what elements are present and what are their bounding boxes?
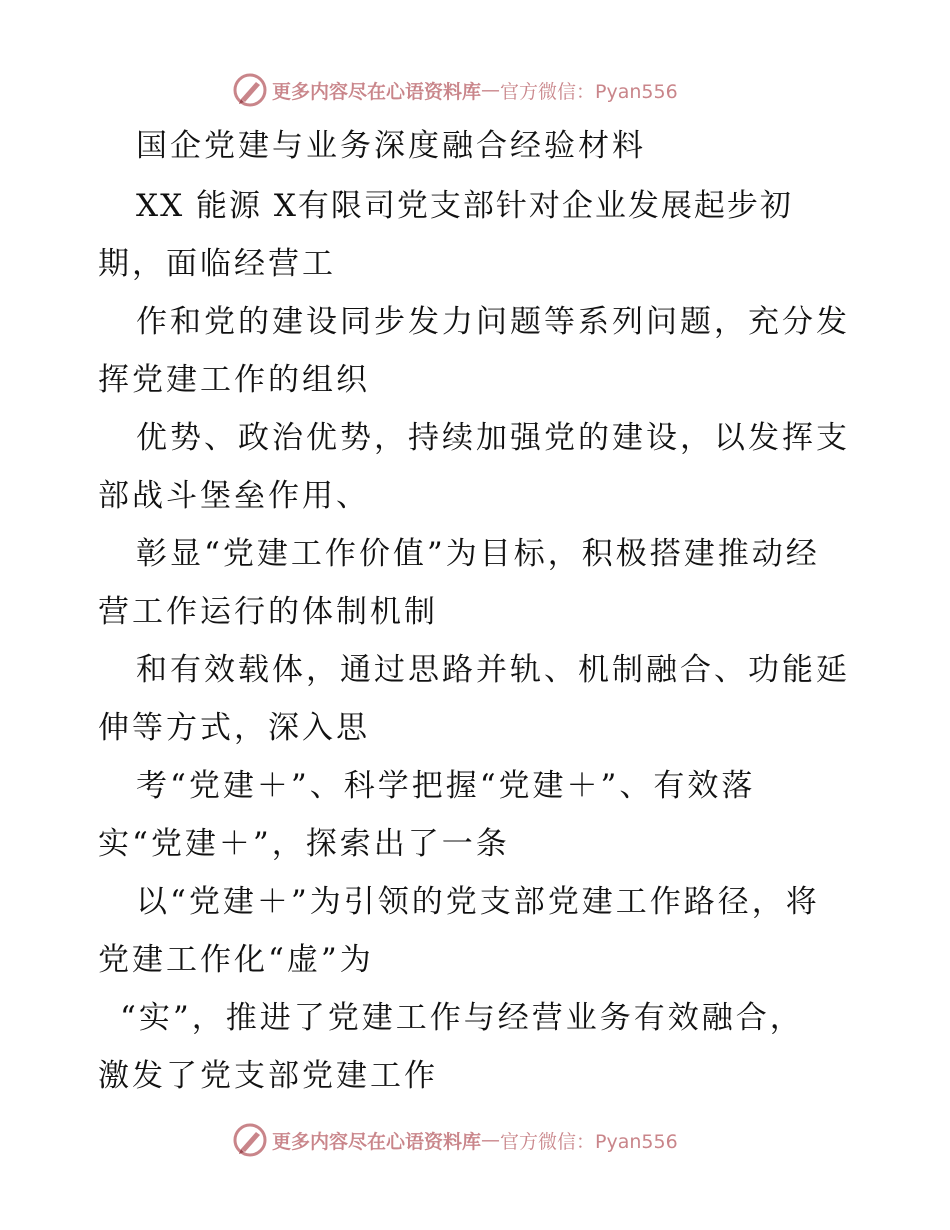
watermark-separator: — (481, 1129, 501, 1151)
paragraph-line: “实”，推进了党建工作与经营业务有效融合， (120, 1000, 804, 1036)
header-watermark-banner (232, 70, 678, 110)
paragraph-line: 实“党建＋”，探索出了一条 (98, 826, 510, 862)
paragraph-line: 以“党建＋”为引领的党支部党建工作路径，将 (136, 884, 820, 920)
paragraph-line: 营工作运行的体制机制 (98, 594, 438, 630)
paragraph-line: 和有效载体，通过思路并轨、机制融合、功能延 (136, 652, 850, 688)
paragraph-line: 挥党建工作的组织 (98, 362, 370, 398)
watermark-contact-text: 官方微信：Pyan556 (500, 80, 678, 103)
watermark-brand-text: 更多内容尽在心语资料库 (272, 80, 482, 103)
watermark-brand-text: 更多内容尽在心语资料库 (272, 1130, 482, 1153)
paragraph-line: 彰显“党建工作价值”为目标，积极搭建推动经 (136, 536, 820, 572)
watermark-separator: — (481, 79, 501, 101)
footer-watermark-banner (232, 1120, 678, 1160)
paragraph-line: 党建工作化“虚”为 (98, 942, 374, 978)
paragraph-line: 考“党建＋”、科学把握“党建＋”、有效落 (136, 768, 756, 804)
paragraph-line: 伸等方式，深入思 (98, 710, 370, 746)
paragraph-line: 优势、政治优势，持续加强党的建设，以发挥支 (136, 420, 850, 456)
paragraph-line: 期，面临经营工 (98, 246, 336, 282)
paragraph-line: XX 能源 X有限司党支部针对企业发展起步初 (136, 188, 793, 224)
paragraph-line: 激发了党支部党建工作 (98, 1058, 438, 1094)
pen-logo-icon (232, 72, 268, 108)
pen-logo-icon (232, 1122, 268, 1158)
paragraph-line: 作和党的建设同步发力问题等系列问题，充分发 (136, 304, 850, 340)
paragraph-line: 部战斗堡垒作用、 (98, 478, 370, 514)
document-title: 国企党建与业务深度融合经验材料 (136, 128, 646, 164)
watermark-contact-text: 官方微信：Pyan556 (500, 1130, 678, 1153)
